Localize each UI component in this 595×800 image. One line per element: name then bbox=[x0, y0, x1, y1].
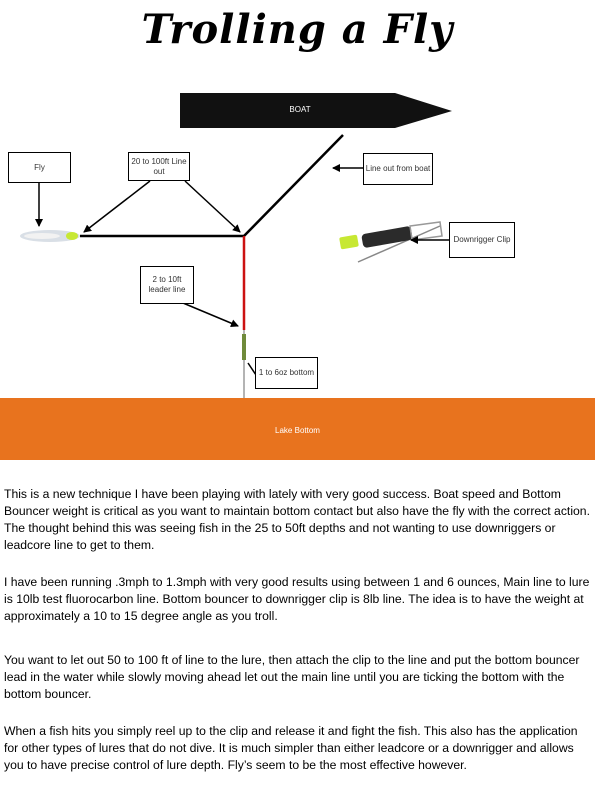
line-out-from-boat-label: Line out from boat bbox=[363, 153, 433, 185]
paragraph-setup: You want to let out 50 to 100 ft of line to the lure, then attach the clip to the line and put the bottom bouncer lead in the water while slowly moving ahead let out the main line until you are ticking the bottom with the bottom bouncer. bbox=[4, 653, 580, 701]
line-out-label: 20 to 100ft Line out bbox=[128, 152, 190, 181]
bottom-weight-label: 1 to 6oz bottom bbox=[255, 357, 318, 389]
paragraph-fight: When a fish hits you simply reel up to the clip and release it and fight the fish. This also has the application for other types of lures that do not dive. It is much simpler than either leadcore or a downrigger and allows you to have precise control of lure depth. Fly’s seem to be the most effective however. bbox=[4, 724, 578, 772]
fly-label: Fly bbox=[8, 152, 71, 183]
fly-lure bbox=[20, 230, 80, 242]
leader-line-label: 2 to 10ft leader line bbox=[140, 266, 194, 304]
paragraph-intro: This is a new technique I have been playing with lately with very good success. Boat speed and Bottom Bouncer weight is critical as you want to maintain bottom contact but also have the fly with the correct action. The thought behind this was seeing fish in the 25 to 50ft depths and not wanting to use downriggers or leadcore line to get to them. bbox=[4, 487, 590, 552]
bouncer-weight bbox=[242, 334, 246, 360]
paragraph-speed: I have been running .3mph to 1.3mph with very good results using between 1 and 6 ounces, Main line to lure is 10lb test fluorocarbon line. Bottom bouncer to downrigger clip is 8lb line. The idea is to have the weight at approximately a 10 to 15 degree angle as you troll. bbox=[4, 575, 590, 623]
line-from-boat bbox=[244, 135, 343, 236]
page-title: Trolling a Fly bbox=[141, 6, 454, 53]
lake-bottom-label: Lake Bottom bbox=[275, 426, 320, 435]
downrigger-clip-image bbox=[339, 222, 442, 262]
downrigger-clip-label: Downrigger Clip bbox=[449, 222, 515, 258]
boat-label: BOAT bbox=[289, 105, 311, 114]
